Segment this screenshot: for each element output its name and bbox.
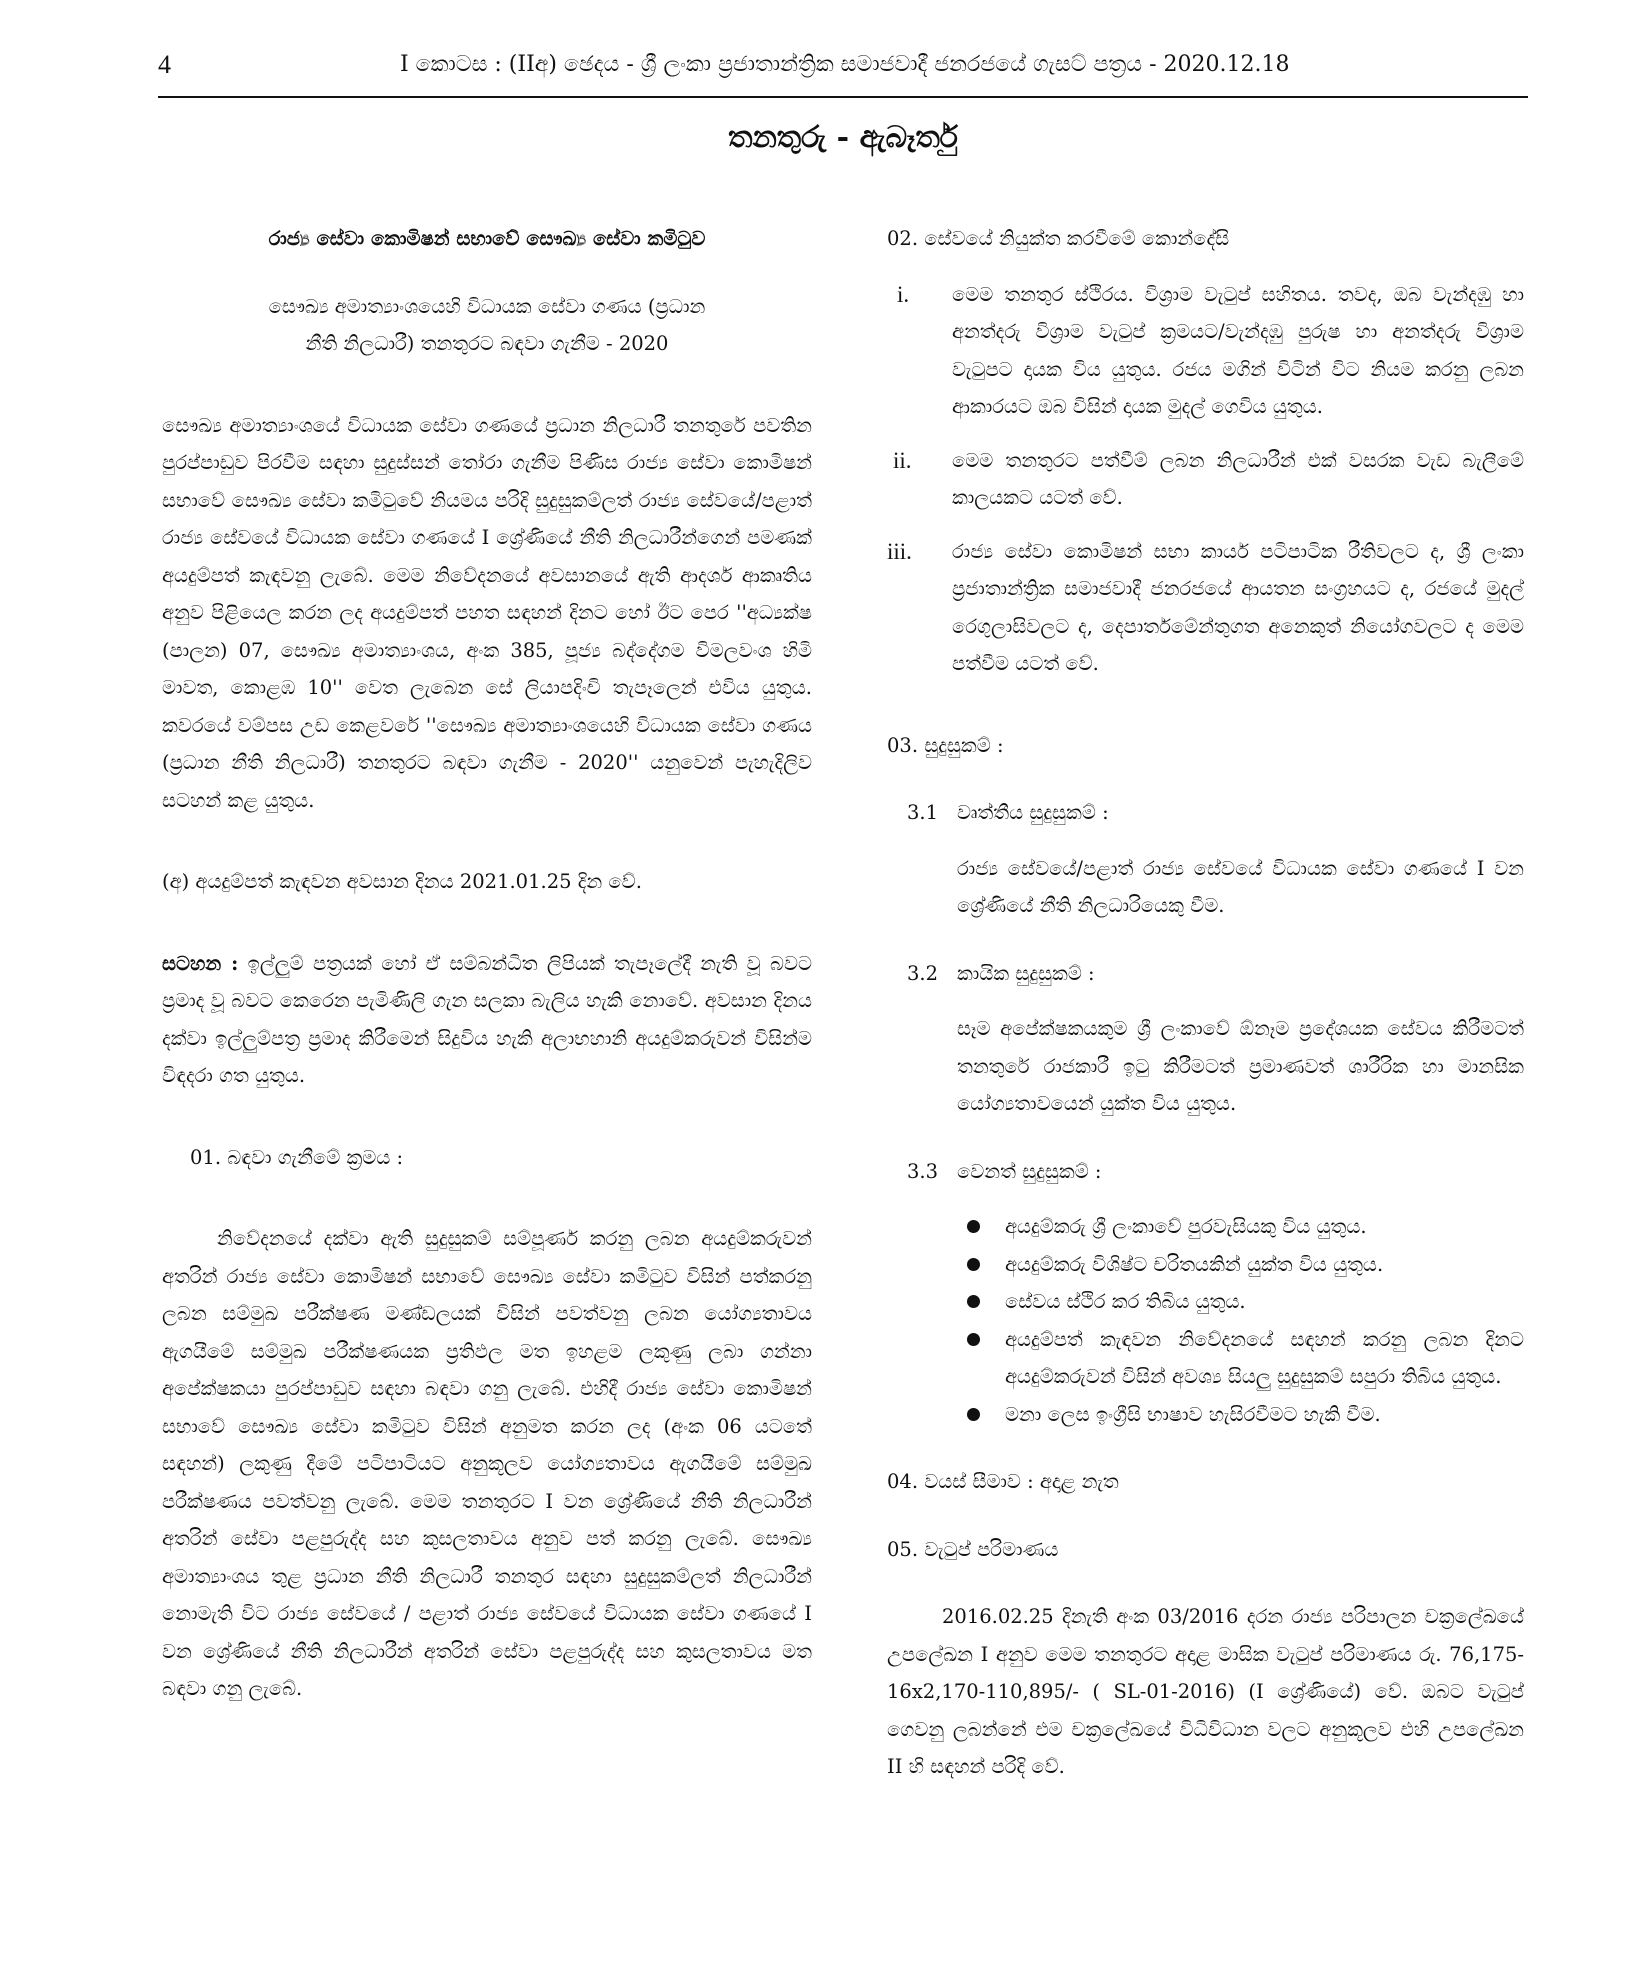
list-item: අයදුම්කරු ශ්‍රී ලංකාවේ පුරවැසියකු විය යුතුය. xyxy=(967,1208,1524,1246)
header-rule xyxy=(158,96,1528,98)
condition-item xyxy=(887,442,1524,517)
qualification-3-3-heading: 3.3 වෙනත් සුදුසුකම් : xyxy=(887,1153,1524,1191)
section-title: තනතුරු - ඇබෑර්තු xyxy=(728,120,958,155)
conditions-list xyxy=(887,276,1524,683)
right-column xyxy=(887,220,1524,1786)
bullet-icon xyxy=(967,1333,980,1346)
bullet-icon xyxy=(967,1295,980,1308)
list-item: අයදුම්කරු විශිෂ්ට චරිතයකින් යුක්ත විය යුතුය. xyxy=(967,1246,1524,1284)
closing-date: (අ) අයදුම්පත් කැඳවන අවසාන දිනය 2021.01.25 දින වේ. xyxy=(162,870,642,893)
intro-paragraph: සෞඛ්‍ය අමාත්‍යාංශයේ විධායක සේවා ගණයේ ප්‍රධාන නිලධාරී තනතුරේ පවතින පුරප්පාඩුව පිරවීම සඳහා සුදුස්සන් තෝරා ගැනීම පිණිස රාජ්‍ය සේවා කොමිෂන් සභාවේ සෞඛ්‍ය සේවා කමිටුවේ නියමය පරිදි සුදුසුකම්ලත් රාජ්‍ය සේවයේ/පළාත් රාජ්‍ය සේවයේ විධායක සේවා ගණයේ I ශ්‍රේණියේ නීති නිලධාරීන්ගෙන් පමණක් අයදුම්පත් කැඳවනු ලැබේ. මෙම නිවේදනයේ අවසානයේ ඇති ආදර්ශ ආකෘතිය අනුව පිළියෙල කරන ලද අයදුම්පත් පහත සඳහන් දිනට හෝ ඊට පෙර ''අධ්‍යක්ෂ (පාලන) 07, සෞඛ්‍ය අමාත්‍යාංශය, අංක 385, පූජ්‍ය බද්දේගම විමලවංශ හිමි මාවත, කොළඹ 10'' වෙත ලැබෙන සේ ලියාපදිංචි තැපෑලෙන් එවිය යුතුය. කවරයේ වම්පස උඩ කෙළවරේ ''සෞඛ්‍ය අමාත්‍යාංශයෙහි විධායක සේවා ගණය (ප්‍රධාන නීති නිලධාරී) තනතුරට බඳවා ගැනීම - 2020'' යනුවෙන් පැහැදිලිව සටහන් කළ යුතුය. xyxy=(162,413,812,812)
list-item: මනා ලෙස ඉංග්‍රීසි භාෂාව හැසිරවීමට හැකි වීම. xyxy=(967,1396,1524,1434)
qualification-3-2-number: 3.2 xyxy=(907,961,939,985)
condition-item xyxy=(887,276,1524,426)
other-qualifications-list xyxy=(887,1208,1524,1433)
section-01-heading: 01. බඳවා ගැනීමේ ක්‍රමය : xyxy=(190,1145,404,1169)
left-column xyxy=(162,220,812,1708)
condition-text: මෙම තනතුරට පත්වීම් ලබන නිලධාරීන් එක් වසරක වැඩ බැලීමේ කාලයකට යටත් වේ. xyxy=(952,448,1524,509)
qualification-3-1-heading: 3.1 වෘත්තීය සුදුසුකම් : xyxy=(887,794,1524,832)
qualification-3-2-heading: 3.2 කායික සුදුසුකම් : xyxy=(887,955,1524,993)
condition-item xyxy=(887,533,1524,683)
section-02-heading: 02. සේවයේ නියුක්ත කරවීමේ කොන්දේසි xyxy=(887,227,1230,250)
committee-heading: රාජ්‍ය සේවා කොමිෂන් සභාවේ සෞඛ්‍ය සේවා කමිටුව xyxy=(268,227,706,250)
note-text: ඉල්ලුම් පත්‍රයක් හෝ ඒ සම්බන්ධිත ලිපියක් තැපෑලේදී නැති වූ බවට ප්‍රමාද වූ බවට කෙරෙන පැමිණිලි ගැන සලකා බැලිය හැකි නොවේ. අවසාන දිනය දක්වා ඉල්ලුම්පත්‍ර ප්‍රමාද කිරීමෙන් සිදුවිය හැකි අලාභහානි අයදුම්කරුවන් විසින්ම විඳදරා ගත යුතුය. xyxy=(162,951,812,1087)
bullet-icon xyxy=(967,1408,980,1421)
qualification-3-2-body: සෑම අපේක්ෂකයකුම ශ්‍රී ලංකාවේ ඕනෑම ප්‍රදේශයක සේවය කිරීමටත් තනතුරේ රාජකාරී ඉටු කිරීමටත් ප්‍රමාණවත් ශාරීරික හා මානසික යෝග්‍යතාවයෙන් යුක්ත විය යුතුය. xyxy=(957,1017,1524,1115)
qualification-3-1-number: 3.1 xyxy=(907,801,939,824)
list-item: සේවය ස්ථිර කර තිබිය යුතුය. xyxy=(967,1283,1524,1321)
condition-number: iii. xyxy=(887,538,912,564)
page-number: 4 xyxy=(158,50,171,79)
section-05-body: 2016.02.25 දිනැති අංක 03/2016 දරන රාජ්‍ය පරිපාලන චක්‍රලේඛයේ උපලේඛන I අනුව මෙම තනතුරට අදාළ මාසික වැටුප් පරිමාණය රු. 76,175-16x2,170-110,895/- ( SL-01-2016) (I ශ්‍රේණියේ) වේ. ඔබට වැටුප් ගෙවනු ලබන්නේ එම චක්‍රලේඛයේ විධිවිධාන වලට අනුකූලව එහි උපලේඛන II හි සඳහන් පරිදි වේ. xyxy=(887,1605,1524,1778)
bullet-icon xyxy=(967,1220,980,1233)
section-05-heading: 05. වැටුප් පරිමාණය xyxy=(887,1537,1059,1561)
qualification-3-1-body: රාජ්‍ය සේවයේ/පළාත් රාජ්‍ය සේවයේ විධායක සේවා ගණයේ I වන ශ්‍රේණියේ නීති නිලධාරියෙකු වීම. xyxy=(957,856,1524,917)
qualification-3-3-number: 3.3 xyxy=(907,1159,939,1183)
section-04-age-limit: 04. වයස් සීමාව : අදාළ නැත xyxy=(887,1470,1119,1493)
section-03-heading: 03. සුදුසුකම් : xyxy=(887,733,1004,757)
condition-text: මෙම තනතුර ස්ථිරය. විශ්‍රාම වැටුප් සහිතය. තවද, ඔබ වැන්දඹු හා අනත්දරු විශ්‍රාම වැටුප් ක්‍රමයට/වැන්දඹු පුරුෂ හා අනත්දරු විශ්‍රාම වැටුපට දායක විය යුතුය. රජය මගින් විටින් විට නියම කරනු ලබන ආකාරයට ඔබ විසින් දායක මුදල් ගෙවිය යුතුය. xyxy=(952,282,1524,418)
condition-number: i. xyxy=(897,281,910,307)
running-header: I කොටස : (IIඅ) ඡෙදය - ශ්‍රී ලංකා ප්‍රජාතාන්ත්‍රික සමාජවාදී ජනරජයේ ගැසට් පත්‍රය - 2020.12.18 xyxy=(400,52,1290,77)
bullet-icon xyxy=(967,1258,980,1271)
note-paragraph xyxy=(162,945,812,1095)
condition-text: රාජ්‍ය සේවා කොමිෂන් සභා කාර්ය පටිපාටික රීතිවලට ද, ශ්‍රී ලංකා ප්‍රජාතාන්ත්‍රික සමාජවාදී ජනරජයේ ආයතන සංග්‍රහයට ද, රජයේ මුදල් රෙගුලාසිවලට ද, දෙපාර්තමේන්තුගත අනෙකුත් නියෝගවලට ද මෙම පත්වීම යටත් වේ. xyxy=(952,539,1524,675)
section-01-body: නිවේදනයේ දක්වා ඇති සුදුසුකම් සම්පූර්ණ කරනු ලබන අයදුම්කරුවන් අතරින් රාජ්‍ය සේවා කොමිෂන් සභාවේ සෞඛ්‍ය සේවා කමිටුව විසින් පත්කරනු ලබන සම්මුඛ පරීක්ෂණ මණ්ඩලයක් විසින් පවත්වනු ලබන යෝග්‍යතාවය ඇගයීමේ සම්මුඛ පරීක්ෂණයක ප්‍රතිඵල මත ඉහළම ලකුණු ලබා ගන්නා අපේක්ෂකයා පුරප්පාඩුව සඳහා බඳවා ගනු ලැබේ. එහිදී රාජ්‍ය සේවා කොමිෂන් සභාවේ සෞඛ්‍ය සේවා කමිටුව විසින් අනුමත කරන ලද (අංක 06 යටතේ සඳහන්) ලකුණු දීමේ පටිපාටියට අනුකූලව යෝග්‍යතාවය ඇගයීමේ සම්මුඛ පරීක්ෂණය පවත්වනු ලැබේ. මෙම තනතුරට I වන ශ්‍රේණියේ නීති නිලධාරීන් අතරින් සේවා පළපුරුද්ද සහ කුසලතාවය අනුව පත් කරනු ලැබේ. සෞඛ්‍ය අමාත්‍යාංශය තුළ ප්‍රධාන නීති නිලධාරී තනතුර සඳහා සුදුසුකම්ලත් නිලධාරීන් නොමැති විට රාජ්‍ය සේවයේ / පළාත් රාජ්‍ය සේවයේ විධායක සේවා ගණයේ I වන ශ්‍රේණියේ නීති නිලධාරීන් අතරින් සේවා පළපුරුද්ද සහ කුසලතාවය මත බඳවා ගනු ලැබේ. xyxy=(162,1227,812,1700)
note-label: සටහන : xyxy=(162,951,239,975)
list-item: අයදුම්පත් කැඳවන නිවේදනයේ සඳහන් කරනු ලබන දිනට අයදුම්කරුවන් විසින් අවශ්‍ය සියලු සුදුසුකම් සපුරා තිබිය යුතුය. xyxy=(967,1321,1524,1396)
condition-number: ii. xyxy=(893,447,912,473)
notice-title-line-1: සෞඛ්‍ය අමාත්‍යාංශයෙහි විධායක සේවා ගණය (ප්‍රධාන xyxy=(268,294,706,318)
notice-title-line-2: නීති නිලධාරී) තනතුරට බඳවා ගැනීම - 2020 xyxy=(305,332,669,355)
